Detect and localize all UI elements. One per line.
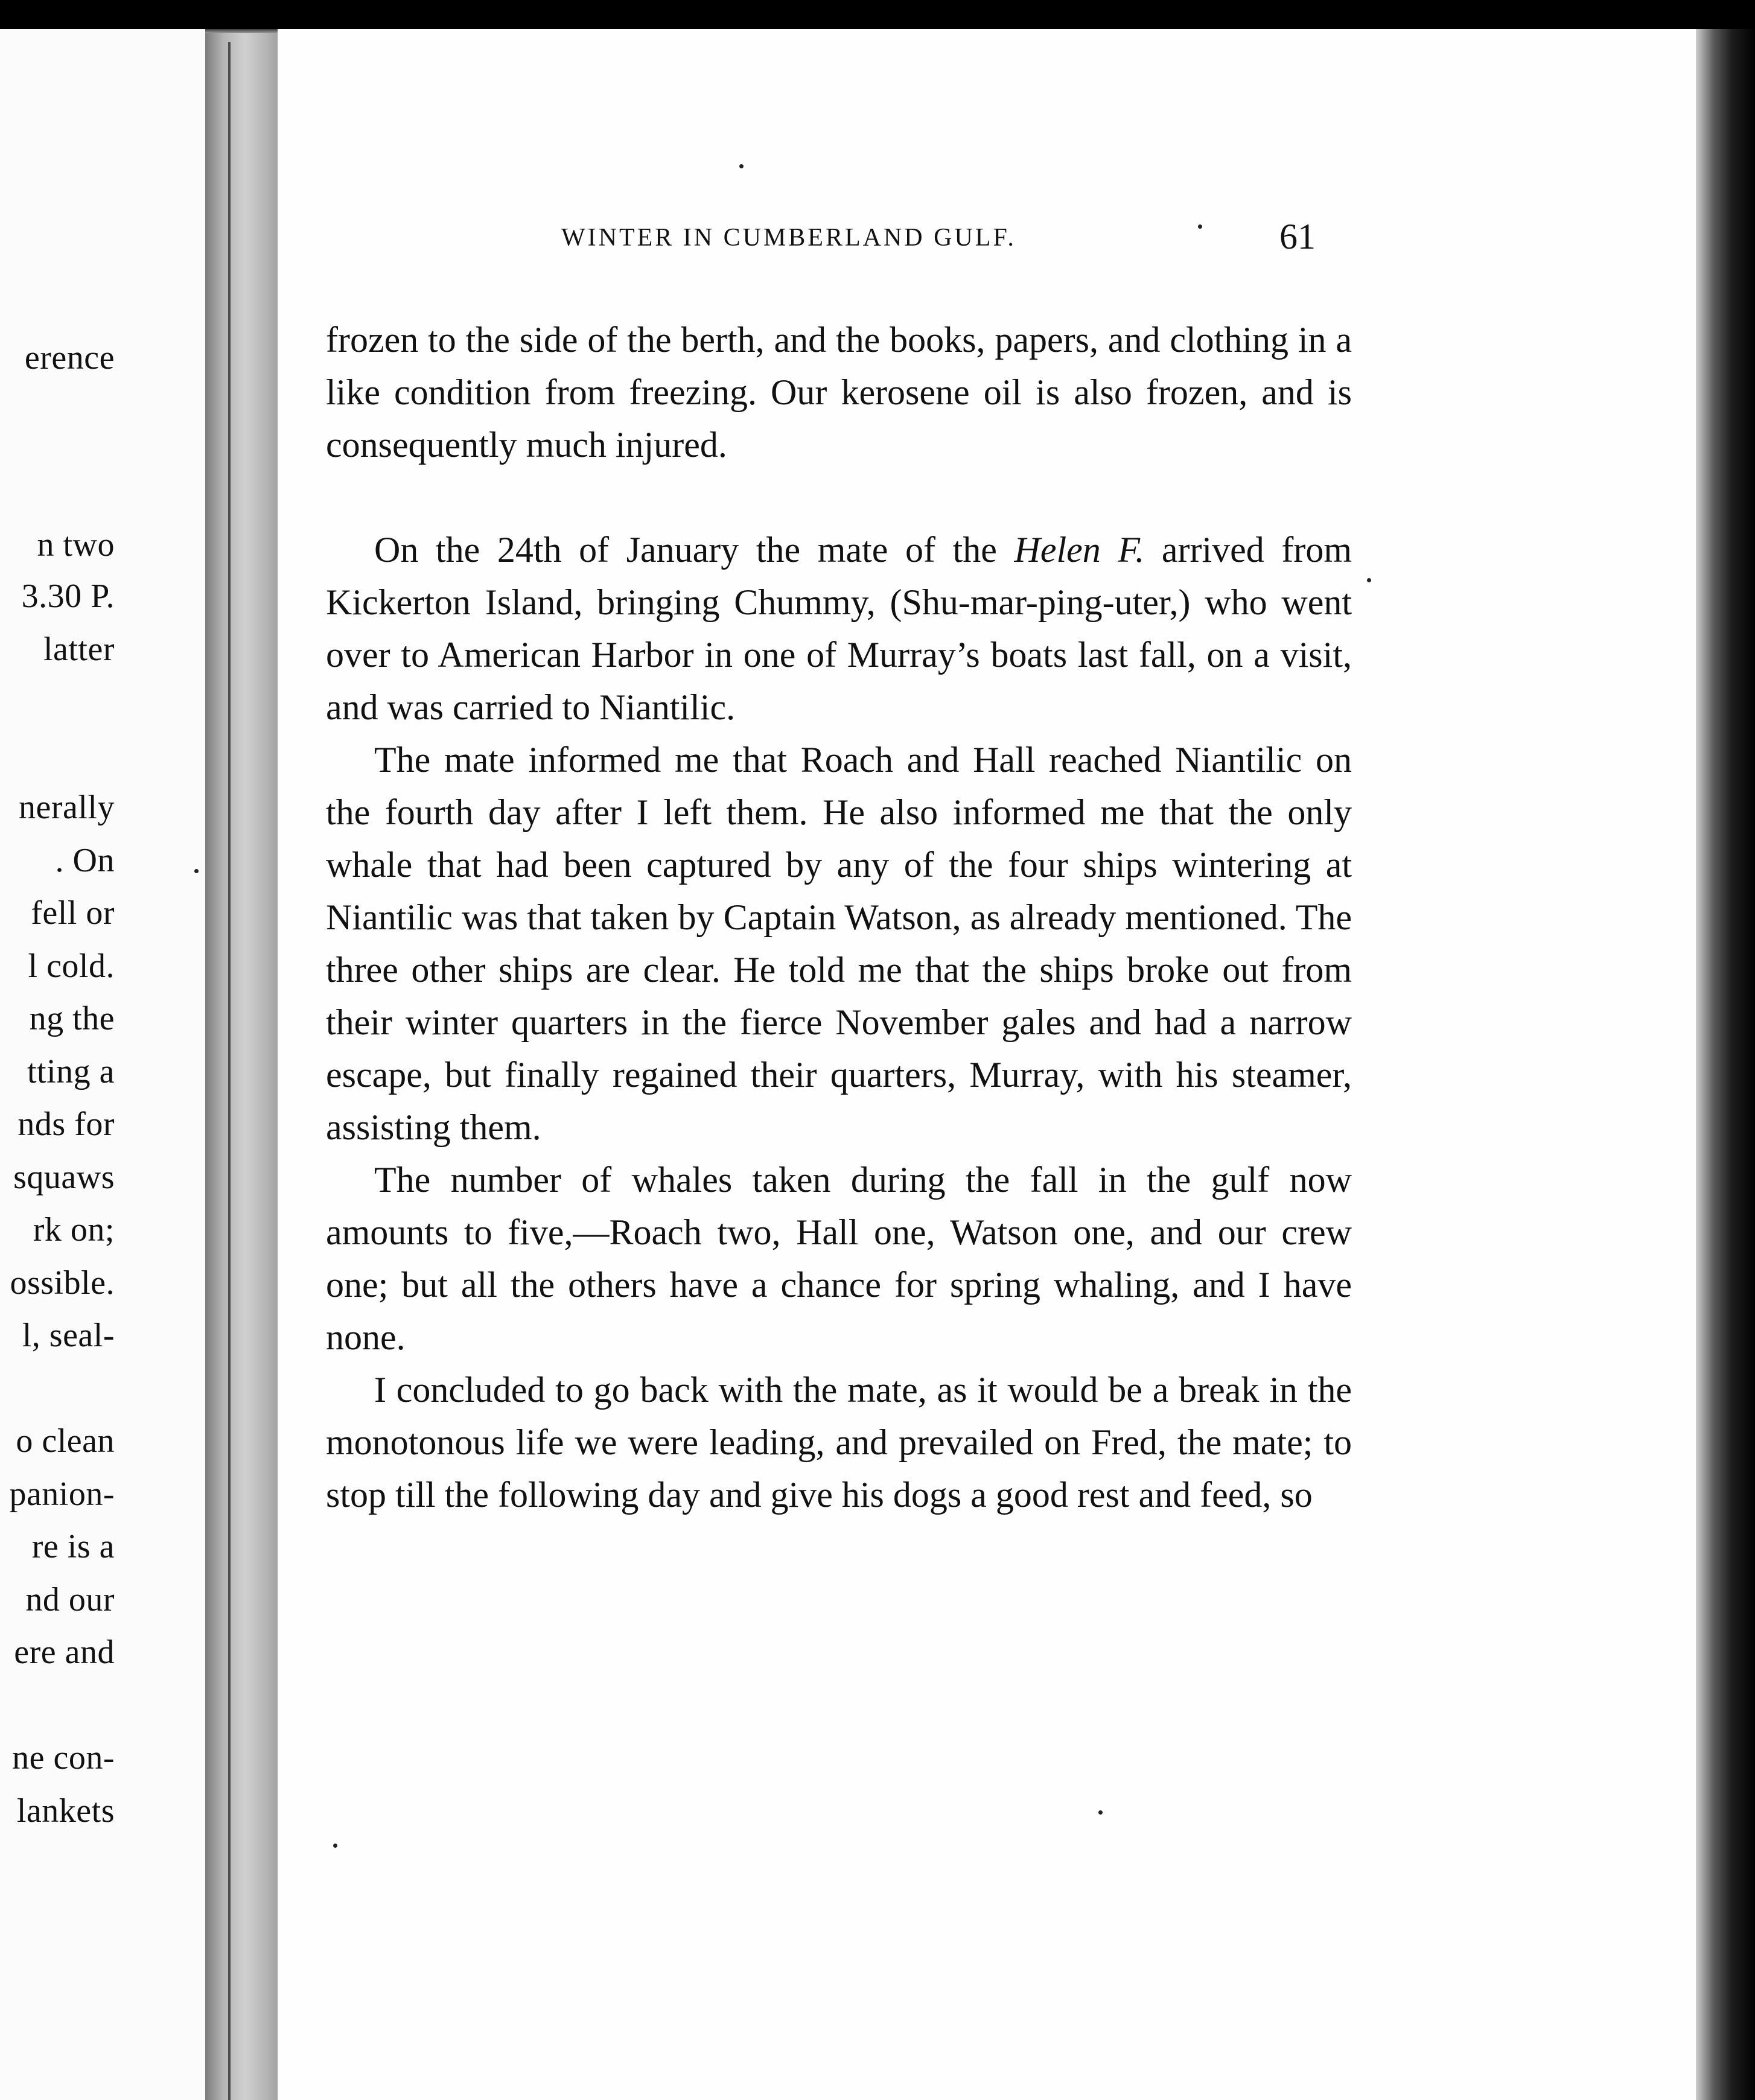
ship-name: Helen F. xyxy=(1014,530,1145,570)
left-page-line: . On xyxy=(55,842,115,879)
gutter-edge-line xyxy=(228,42,231,2100)
left-page-line: nds for xyxy=(18,1106,115,1143)
left-page-line: fell or xyxy=(31,894,115,932)
book-gutter xyxy=(205,33,278,2100)
left-page-line: nerally xyxy=(19,789,115,826)
page-number: 61 xyxy=(1279,217,1316,256)
page-body xyxy=(326,314,1352,1521)
left-page-line: ne con- xyxy=(12,1739,115,1777)
left-page-line: rk on; xyxy=(33,1211,115,1249)
scan-speck xyxy=(739,164,744,168)
paragraph-text: arrived from Kickerton Island, bringing Chummy, (Shu-mar-ping-uter,) who went over to American Harbor in one of Murray’s boats last fall, on a visit, and was carried to Niantilic. xyxy=(326,530,1352,727)
scan-speck xyxy=(333,1844,337,1848)
left-page-line: re is a xyxy=(31,1528,115,1565)
scan-speck xyxy=(1098,1810,1103,1815)
left-page-line: latter xyxy=(43,631,115,668)
paragraph-text: On the 24th of January the mate of the xyxy=(374,530,1014,570)
left-page-line: l, seal- xyxy=(22,1317,115,1354)
paragraph: The number of whales taken during the fall in the gulf now amounts to five,—Roach two, Hall one, Watson one, and our crew one; but all the others have a chance for spring whaling, and I have none. xyxy=(326,1160,1352,1357)
left-page-line: o clean xyxy=(16,1422,115,1460)
left-page-line: ng the xyxy=(29,1000,115,1037)
left-page-line: ossible. xyxy=(10,1264,115,1302)
scan-speck xyxy=(1198,224,1202,229)
left-page-line: lankets xyxy=(16,1792,115,1830)
left-page-line: squaws xyxy=(13,1159,115,1196)
left-page-line: tting a xyxy=(27,1053,115,1090)
paragraph: I concluded to go back with the mate, as it would be a break in the monotonous life we were leading, and prevailed on Fred, the mate; to stop till the following day and give his dogs a good rest and feed, so xyxy=(326,1370,1352,1515)
running-head: WINTER IN CUMBERLAND GULF. xyxy=(561,224,1016,252)
left-page-line: l cold. xyxy=(28,947,115,985)
left-page-line: nd our xyxy=(25,1581,115,1618)
left-page-line: panion- xyxy=(9,1475,115,1513)
right-page-edge-shadow xyxy=(1696,29,1755,2100)
left-page-line: erence xyxy=(24,339,115,377)
left-page xyxy=(0,29,205,2100)
left-page-line: n two xyxy=(37,526,115,564)
scanner-top-edge xyxy=(0,0,1755,29)
paragraph-continued: frozen to the side of the berth, and the books, papers, and clothing in a like condition from freezing. Our kerosene oil is also frozen, and is consequently much injured. xyxy=(326,320,1352,465)
scan-speck xyxy=(194,869,199,873)
scan-speck xyxy=(1367,578,1371,582)
paragraph xyxy=(326,524,1352,734)
paragraph: The mate informed me that Roach and Hall reached Niantilic on the fourth day after I left them. He also informed me that the only whale that had been captured by any of the four ships wintering at Niantilic was that taken by Captain Watson, as already mentioned. The three other ships are clear. He told me that the ships broke out from their winter quarters in the fierce November gales and had a narrow escape, but finally regained their quarters, Murray, with his steamer, assisting them. xyxy=(326,740,1352,1147)
left-page-line: 3.30 P. xyxy=(21,578,115,615)
left-page-line: ere and xyxy=(14,1634,115,1671)
